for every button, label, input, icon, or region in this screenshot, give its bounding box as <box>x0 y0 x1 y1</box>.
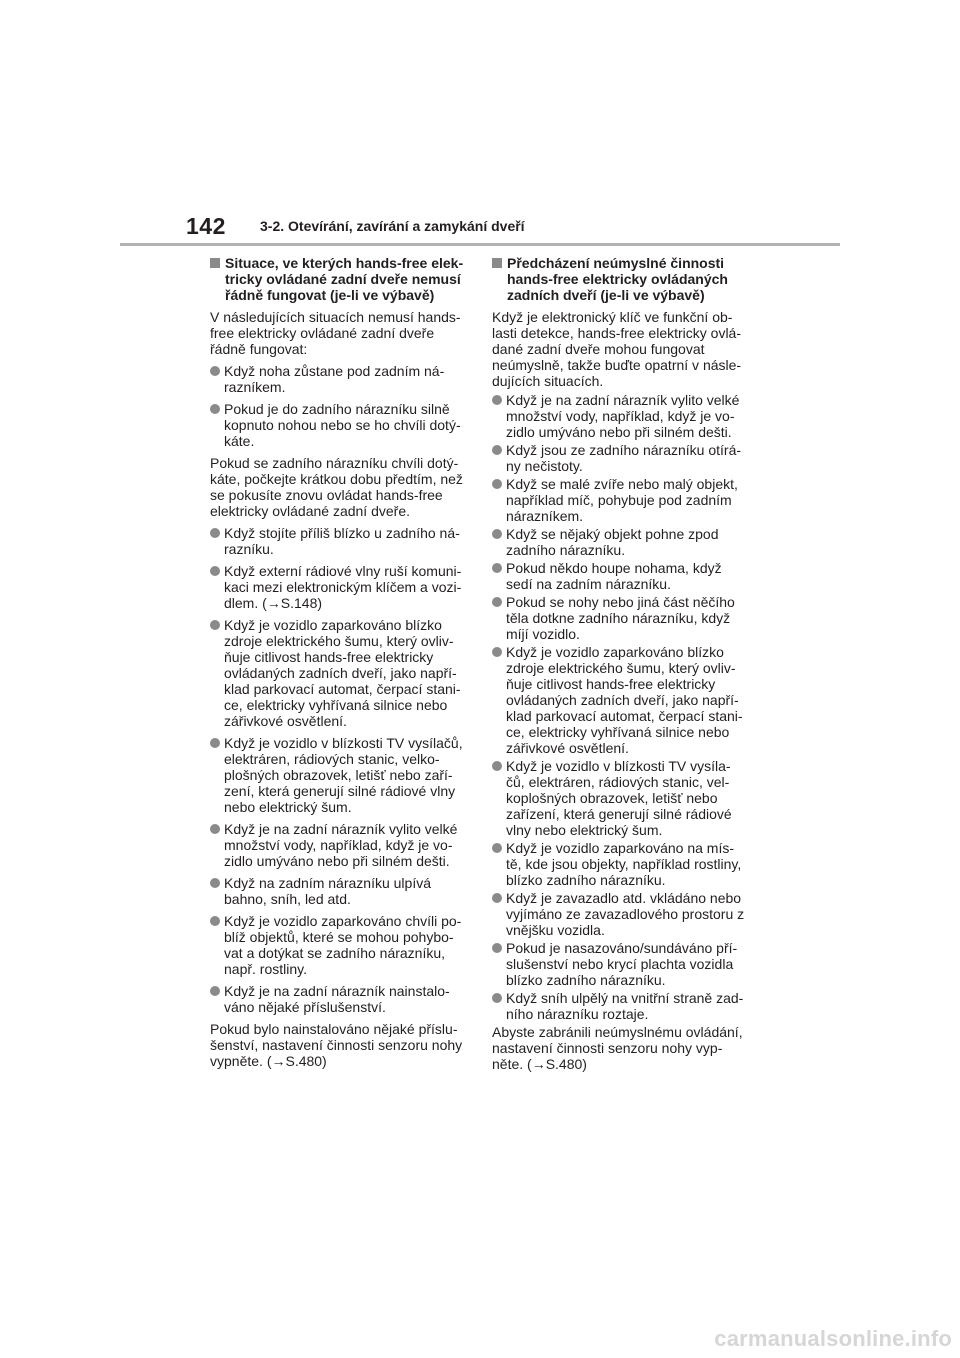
list-item: Když se malé zvíře nebo malý objekt, například míč, pohybuje pod zadním nárazníkem. <box>492 476 748 524</box>
list-item: Když noha zůstane pod zadním ná-razníkem. <box>210 363 466 395</box>
list-item: Když je vozidlo zaparkováno na mís-tě, kde jsou objekty, například rostliny, blízko zadního nárazníku. <box>492 840 748 888</box>
right-closing-paragraph: Abyste zabránili neúmyslnému ovládání, nastavení činnosti senzoru nohy vyp-něte. (→S.480) <box>492 1024 743 1072</box>
list-item: Když je vozidlo zaparkováno chvíli po-blíž objektů, které se mohou pohybo-vat a dotýkat se zadního nárazníku, např. rostliny. <box>210 913 466 977</box>
list-item: Když je vozidlo v blízkosti TV vysílačů, elektráren, rádiových stanic, velko-plošných obrazovek, letišť nebo zaří-zení, která generují silné rádiové vlny nebo elektrický šum. <box>210 735 466 815</box>
circle-bullet-icon <box>492 993 502 1003</box>
left-bullet-list-a <box>210 363 466 449</box>
right-bullet-list <box>492 392 748 1022</box>
circle-bullet-icon <box>492 529 502 539</box>
list-item: Když je na zadní nárazník nainstalo-váno nějaké příslušenství. <box>210 983 466 1015</box>
circle-bullet-icon <box>210 738 220 748</box>
circle-bullet-icon <box>492 395 502 405</box>
list-item: Když je na zadní nárazník vylito velké množství vody, například, když je vo-zidlo umýváno nebo při silném dešti. <box>492 392 748 440</box>
circle-bullet-icon <box>492 563 502 573</box>
list-item: Pokud je nasazováno/sundáváno pří-slušenství nebo krycí plachta vozidla blízko zadního nárazníku. <box>492 940 748 988</box>
circle-bullet-icon <box>210 916 220 926</box>
circle-bullet-icon <box>492 943 502 953</box>
circle-bullet-icon <box>210 528 220 538</box>
circle-bullet-icon <box>210 878 220 888</box>
header-divider <box>120 243 840 246</box>
list-item: Když stojíte příliš blízko u zadního ná-razníku. <box>210 525 466 557</box>
circle-bullet-icon <box>210 566 220 576</box>
left-bullet-list-b <box>210 525 466 1015</box>
left-closing-paragraph: Pokud bylo nainstalováno nějaké příslu-šenství, nastavení činnosti senzoru nohy vypněte. (→S.480) <box>210 1021 463 1069</box>
right-intro-paragraph: Když je elektronický klíč ve funkční ob-lasti detekce, hands-free elektricky ovlá-dané zadní dveře mohou fungovat neúmyslně, takže buďte opatrní v násle-dujících situacích. <box>492 309 742 389</box>
circle-bullet-icon <box>492 647 502 657</box>
left-middle-paragraph: Pokud se zadního nárazníku chvíli dotý-káte, počkejte krátkou dobu předtím, než se pokusíte znovu ovládat hands-free elektricky ovládané zadní dveře. <box>210 455 463 519</box>
left-column <box>210 255 466 1075</box>
list-item: Pokud někdo houpe nohama, když sedí na zadním nárazníku. <box>492 560 748 592</box>
circle-bullet-icon <box>210 404 220 414</box>
list-item: Když je vozidlo zaparkováno blízko zdroje elektrického šumu, který ovliv-ňuje citlivost hands-free elektricky ovládaných zadních dveří, jako napří-klad parkovací automat, čerpací stani-ce, elektricky vyhřívaná silnice nebo zářivkové osvětlení. <box>210 617 466 729</box>
left-heading-text: Situace, ve kterých hands-free elek-tricky ovládané zadní dveře nemusí řádně fungovat (je-li ve výbavě) <box>225 255 464 303</box>
circle-bullet-icon <box>210 620 220 630</box>
circle-bullet-icon <box>492 761 502 771</box>
circle-bullet-icon <box>210 986 220 996</box>
list-item: Když je zavazadlo atd. vkládáno nebo vyjímáno ze zavazadlového prostoru z vnějšku vozidla. <box>492 890 748 938</box>
list-item: Pokud je do zadního nárazníku silně kopnuto nohou nebo se ho chvíli dotý-káte. <box>210 401 466 449</box>
circle-bullet-icon <box>492 479 502 489</box>
circle-bullet-icon <box>492 597 502 607</box>
left-intro-paragraph: V následujících situacích nemusí hands-free elektricky ovládané zadní dveře řádně fungovat: <box>210 309 461 357</box>
right-heading-text: Předcházení neúmyslné činnosti hands-free elektricky ovládaných zadních dveří (je-li ve výbavě) <box>507 255 728 303</box>
list-item: Když sníh ulpělý na vnitřní straně zad-ního nárazníku roztaje. <box>492 990 748 1022</box>
right-column <box>492 255 748 1075</box>
page-number: 142 <box>186 213 226 239</box>
square-bullet-icon <box>492 258 502 268</box>
left-section-heading <box>210 255 466 303</box>
circle-bullet-icon <box>492 445 502 455</box>
list-item: Když jsou ze zadního nárazníku otírá-ny nečistoty. <box>492 442 748 474</box>
list-item: Když je vozidlo v blízkosti TV vysíla-čů, elektráren, rádiových stanic, vel-koplošných obrazovek, letišť nebo zařízení, která generují silné rádiové vlny nebo elektrický šum. <box>492 758 748 838</box>
circle-bullet-icon <box>492 843 502 853</box>
list-item: Pokud se nohy nebo jiná část něčího těla dotkne zadního nárazníku, když míjí vozidlo. <box>492 594 748 642</box>
circle-bullet-icon <box>492 893 502 903</box>
list-item: Když je vozidlo zaparkováno blízko zdroje elektrického šumu, který ovliv-ňuje citlivost hands-free elektricky ovládaných zadních dveří, jako napří-klad parkovací automat, čerpací stani-ce, elektricky vyhřívaná silnice nebo zářivkové osvětlení. <box>492 644 748 756</box>
right-section-heading <box>492 255 748 303</box>
circle-bullet-icon <box>210 366 220 376</box>
section-title: 3-2. Otevírání, zavírání a zamykání dveří <box>260 218 525 234</box>
square-bullet-icon <box>210 258 220 268</box>
footer-watermark: carmanualsonline.info <box>714 1326 952 1351</box>
circle-bullet-icon <box>210 824 220 834</box>
page-header <box>0 0 960 250</box>
list-item: Když se nějaký objekt pohne zpod zadního nárazníku. <box>492 526 748 558</box>
list-item: Když externí rádiové vlny ruší komuni-kaci mezi elektronickým klíčem a vozi-dlem. (→S.148) <box>210 563 466 611</box>
list-item: Když je na zadní nárazník vylito velké množství vody, například, když je vo-zidlo umýváno nebo při silném dešti. <box>210 821 466 869</box>
list-item: Když na zadním nárazníku ulpívá bahno, sníh, led atd. <box>210 875 466 907</box>
